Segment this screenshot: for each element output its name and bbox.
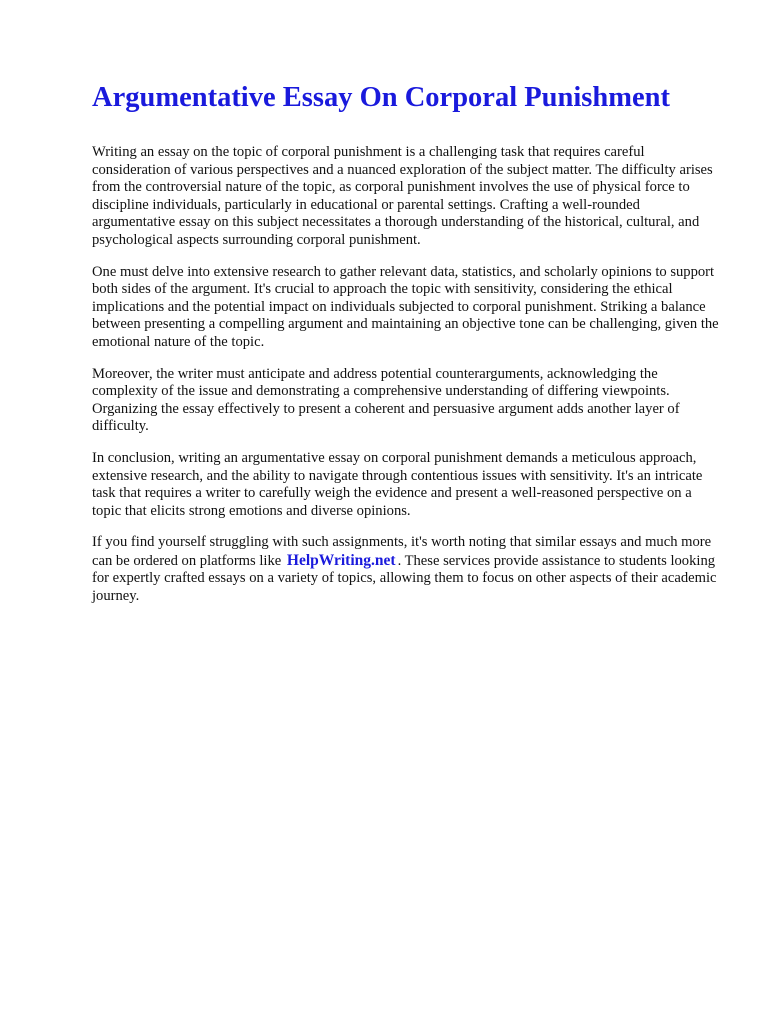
paragraph-4: In conclusion, writing an argumentative essay on corporal punishment demands a meticulous approach, extensive research, and the ability to navigate through contentious issues with sensitivity. It's an intricate task that requires a writer to carefully weigh the evidence and present a well-reasoned perspective on a topic that elicits strong emotions and diverse opinions.	[92, 449, 703, 519]
paragraph-5-after-link: . These services provide assistance to students looking for expertly crafted essays on a variety of topics, allowing them to focus on other aspects of their academic journey.	[92, 552, 717, 605]
helpwriting-link[interactable]: HelpWriting.net	[286, 551, 396, 569]
paragraph-5	[92, 534, 724, 605]
essay-body	[92, 144, 724, 620]
page-title: Argumentative Essay On Corporal Punishment	[92, 82, 670, 113]
paragraph-1: Writing an essay on the topic of corporal punishment is a challenging task that requires careful consideration of various perspectives and a nuanced exploration of the subject matter. The difficulty arises from the controversial nature of the topic, as corporal punishment involves the use of physical force to discipline individuals, particularly in educational or parental settings. Crafting a well-rounded argumentative essay on this subject necessitates a thorough understanding of the historical, cultural, and psychological aspects surrounding corporal punishment.	[92, 144, 713, 248]
paragraph-5-before-link: If you find yourself struggling with such assignments, it's worth noting that similar essays and much more can be ordered on platforms like	[92, 534, 712, 569]
paragraph-2: One must delve into extensive research to gather relevant data, statistics, and scholarly opinions to support both sides of the argument. It's crucial to approach the topic with sensitivity, considering the ethical implications and the potential impact on individuals subjected to corporal punishment. Striking a balance between presenting a compelling argument and maintaining an objective tone can be challenging, given the emotional nature of the topic.	[92, 263, 719, 350]
paragraph-3: Moreover, the writer must anticipate and address potential counterarguments, acknowledging the complexity of the issue and demonstrating a comprehensive understanding of differing viewpoints. Organizing the essay effectively to present a coherent and persuasive argument adds another layer of difficulty.	[92, 365, 680, 435]
